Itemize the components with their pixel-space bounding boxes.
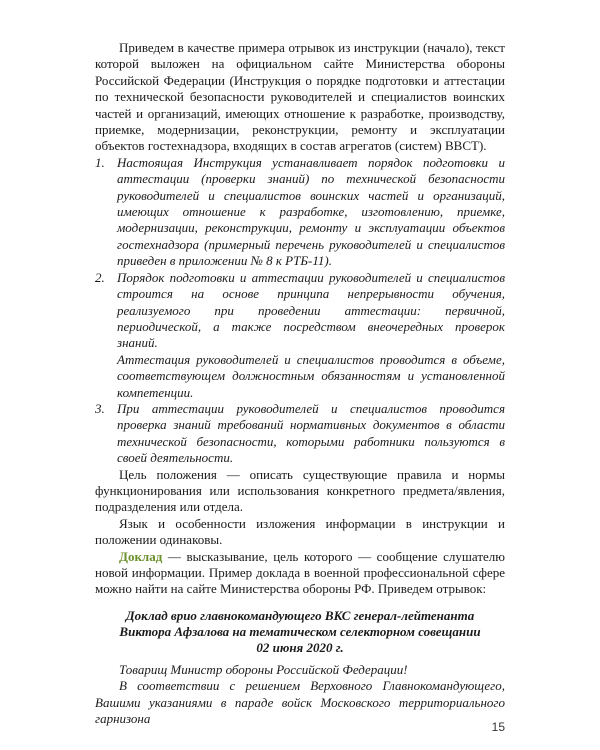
report-paragraph — [95, 549, 505, 598]
list-item — [95, 270, 505, 401]
list-number: 3. — [95, 400, 105, 416]
report-heading — [95, 608, 505, 656]
list-text: Настоящая Инструкция устанавливает порядок подготовки и аттестации (проверки знаний) по технической безопасности руководителей и специалистов воинских частей и организаций, имеющих отношение к разработке, изготовлению, приемке, модернизации, реконструкции, ремонту и эксплуатации объектов гостехнадзора (примерный перечень руководителей и специалистов приведен в приложении № 8 к РТБ-11). — [117, 154, 505, 269]
list-text: При аттестации руководителей и специалистов проводится проверка знаний требований нормативных документов в области технической безопасности, которыми работники пользуются в своей деятельности. — [117, 400, 505, 466]
list-number: 2. — [95, 269, 105, 285]
report-term: Доклад — [119, 548, 163, 564]
list-item — [95, 401, 505, 467]
list-text: Порядок подготовки и аттестации руководителей и специалистов строится на основе принципа непрерывности обучения, реализуемого при проведении аттестации: первичной, периодической, а также посредством внеочередных проверок знаний. — [117, 269, 505, 351]
goal-paragraph: Цель положения — описать существующие правила и нормы функционирования или использования конкретного предмета/явления, подразделения или отдела. — [95, 466, 505, 515]
speech-greeting: Товарищ Министр обороны Российской Федерации! — [119, 661, 408, 677]
speech-text: В соответствии с решением Верховного Главнокомандующего, Вашими указаниями в параде войск Московского территориального гарнизона — [95, 678, 505, 727]
language-paragraph: Язык и особенности изложения информации в инструкции и положении одинаковы. — [95, 515, 505, 548]
list-item — [95, 155, 505, 270]
intro-paragraph: Приведем в качестве примера отрывок из инструкции (начало), текст которой выложен на официальном сайте Министерства обороны Российской Федерации (Инструкция о порядке подготовки и аттестации по технической безопасности руководителей и специалистов воинских частей и организаций, имеющих отношение к разработке, производству, приемке, модернизации, реконструкции, ремонту и эксплуатации объектов гостехнадзора, входящих в состав агрегатов (систем) ВВСТ). — [95, 40, 505, 154]
list-number: 1. — [95, 154, 105, 170]
list-continuation: Аттестация руководителей и специалистов проводится в объеме, соответствующем должностным обязанностям и установленной компетенции. — [117, 351, 505, 400]
instruction-list — [95, 155, 505, 467]
report-heading-line: Доклад врио главнокомандующего ВКС генерал-лейтенанта — [125, 607, 475, 623]
report-heading-date: 02 июня 2020 г. — [256, 639, 344, 655]
report-definition: — высказывание, цель которого — сообщение слушателю новой информации. Пример доклада в военной профессиональной сфере можно найти на сайте Министерства обороны РФ. Приведем отрывок: — [95, 548, 505, 597]
page-number: 15 — [491, 720, 505, 734]
report-heading-line: Виктора Афзалова на тематическом селекторном совещании — [119, 623, 481, 639]
